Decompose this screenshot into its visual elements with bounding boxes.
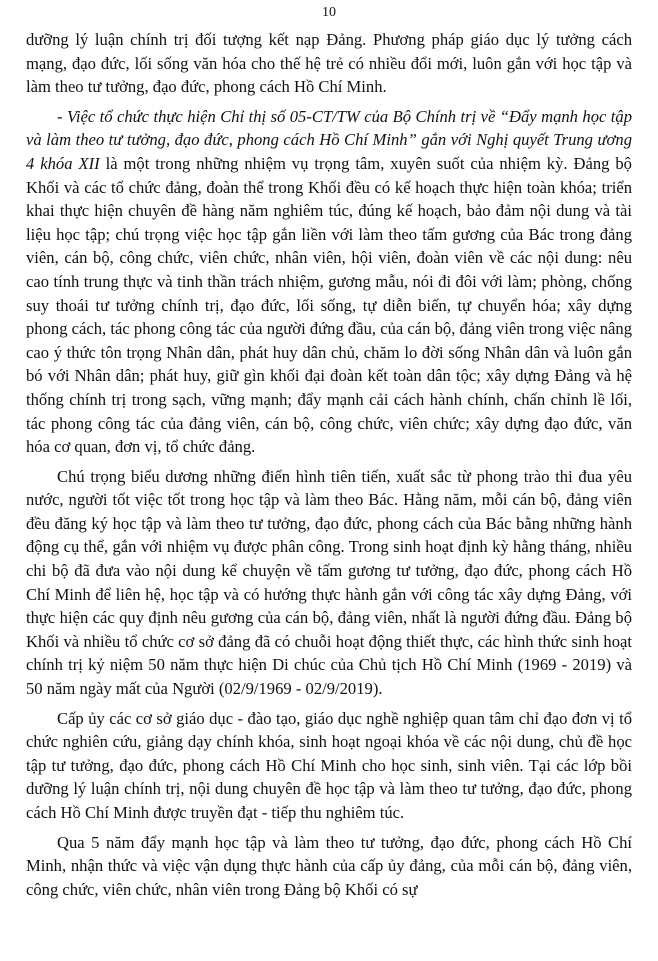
paragraph-4: Cấp ủy các cơ sở giáo dục - đào tạo, giáo dục nghề nghiệp quan tâm chỉ đạo đơn vị tổ chức nghiên cứu, giảng dạy chính khóa, sinh hoạt ngoại khóa về các nội dung, chủ đề học tập tư tưởng, đạo đức, phong cách Hồ Chí Minh cho học sinh, sinh viên. Tại các lớp bồi dưỡng lý luận chính trị, nội dung chuyên đề học tập và làm theo tư tưởng, đạo đức, phong cách Hồ Chí Minh được truyền đạt - tiếp thu nghiêm túc. <box>26 708 632 822</box>
paragraph-2-text: là một trong những nhiệm vụ trọng tâm, xuyên suốt của nhiệm kỳ. Đảng bộ Khối và các tổ chức đảng, đoàn thể trong Khối đều có kế hoạch thực hiện toàn khóa; triển khai thực hiện chuyên đề hàng năm nghiêm túc, đúng kế hoạch, bảo đảm nội dung và tài liệu học tập; chú trọng việc học tập gắn liền với làm theo tấm gương của Bác trong đảng viên, cán bộ, công chức, viên chức, nhân viên, hội viên, đoàn viên về các nội dung: nêu cao tính trung thực và tinh thần trách nhiệm, gương mẫu, nói đi đôi với làm; phòng, chống suy thoái tư tưởng chính trị, đạo đức, lối sống, tự diễn biến, tự chuyển hóa; xây dựng phong cách, tác phong công tác của người đứng đầu, của cán bộ, đảng viên trong việc nâng cao ý thức tôn trọng Nhân dân, phát huy dân chủ, chăm lo đời sống Nhân dân và luôn gắn bó với Nhân dân; phát huy, giữ gìn khối đại đoàn kết toàn dân tộc; xây dựng Đảng và hệ thống chính trị trong sạch, vững mạnh; đẩy mạnh cải cách hành chính, chấn chỉnh lề lối, tác phong công tác của đảng viên, cán bộ, công chức, viên chức; xây dựng đạo đức, văn hóa cơ quan, đơn vị, tổ chức đảng. <box>26 153 632 457</box>
paragraph-3: Chú trọng biểu dương những điển hình tiên tiến, xuất sắc từ phong trào thi đua yêu nước, người tốt việc tốt trong học tập và làm theo Bác. Hằng năm, mỗi cán bộ, đảng viên đều đăng ký học tập và làm theo tư tưởng, đạo đức, phong cách của Bác bằng những hành động cụ thể, gắn với nhiệm vụ được phân công. Trong sinh hoạt định kỳ hằng tháng, nhiều chi bộ đã đưa vào nội dung kể chuyện về tấm gương tư tưởng, đạo đức, phong cách Hồ Chí Minh để liên hệ, học tập và có hướng thực hành gắn với công tác xây dựng Đảng, với thực hiện các quy định nêu gương của cán bộ, đảng viên, nhất là người đứng đầu. Đảng bộ Khối và nhiều tổ chức cơ sở đảng đã có chuỗi hoạt động thiết thực, các hình thức sinh hoạt chính trị kỷ niệm 50 năm thực hiện Di chúc của Chủ tịch Hồ Chí Minh (1969 - 2019) và 50 năm ngày mất của Người (02/9/1969 - 02/9/2019). <box>26 466 632 699</box>
paragraph-1 <box>26 28 632 99</box>
paragraph-5: Qua 5 năm đẩy mạnh học tập và làm theo tư tưởng, đạo đức, phong cách Hồ Chí Minh, nhận thức và việc vận dụng thực hành của cấp ủy đảng, của mỗi cán bộ, đảng viên, công chức, viên chức, nhân viên trong Đảng bộ Khối có sự <box>26 832 632 899</box>
directive-reference: - Việc tổ chức thực hiện Chỉ thị số 05-CT/TW của Bộ Chính trị về “Đẩy mạnh học tập và làm theo tư tưởng, đạo đức, phong cách Hồ Chí Minh” gắn với Nghị quyết Trung ương 4 khóa XII <box>26 106 632 173</box>
paragraph-2 <box>26 105 632 459</box>
paragraph-1-text: dưỡng lý luận chính trị đối tượng kết nạp Đảng. Phương pháp giáo dục lý tưởng cách mạng, đạo đức, lối sống văn hóa cho thế hệ trẻ có nhiều đổi mới, luôn gắn với học tập và làm theo tư tưởng, đạo đức, phong cách Hồ Chí Minh. <box>26 30 632 97</box>
page-number: 10 <box>322 5 336 20</box>
